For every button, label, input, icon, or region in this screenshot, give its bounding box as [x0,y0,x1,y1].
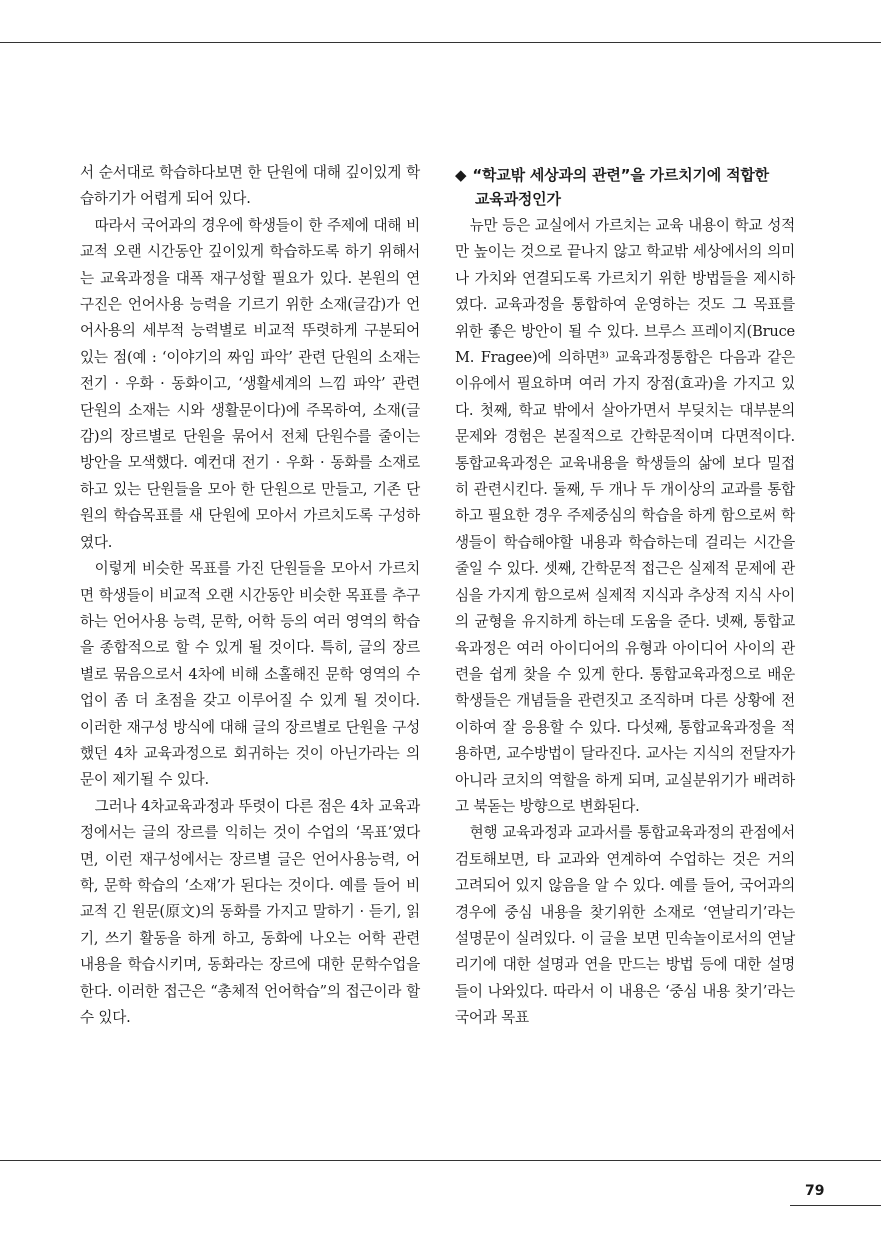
bottom-rule [0,1160,881,1161]
paragraph: 그러나 4차교육과정과 뚜렷이 다른 점은 4차 교육과정에서는 글의 장르를 익히는 것이 수업의 ‘목표’였다면, 이런 재구성에서는 장르별 글은 언어사용능력, 어학, 문학 학습의 ‘소재’가 된다는 것이다. 예를 들어 비교적 긴 원문(原文)의 동화를 가지고 말하기 · 듣기, 읽기, 쓰기 활동을 하게 하고, 동화에 나오는 어학 관련 내용을 학습시키며, 동화라는 장르에 대한 문학수업을 한다. 이러한 접근은 “총체적 언어학습”의 접근이라 할 수 있다. [80,797,420,1026]
paragraph: 현행 교육과정과 교과서를 통합교육과정의 관점에서 검토해보면, 타 교과와 연계하여 수업하는 것은 거의 고려되어 있지 않음을 알 수 있다. 예를 들어, 국어과의 경우에 중심 내용을 찾기위한 소재로 ‘연날리기’라는 설명문이 실려있다. 이 글을 보면 민속놀이로서의 연날리기에 대한 설명과 연을 만드는 방법 등에 대한 설명들이 나와있다. 따라서 이 내용은 ‘중심 내용 찾기’라는 국어과 목표 [455,824,795,1027]
section-heading-line2: 교육과정인가 [475,190,561,208]
section-heading-line1: “학교밖 세상과의 관련”을 가르치기에 적합한 [472,166,769,184]
page-number: 79 [805,1183,825,1199]
paragraph: 따라서 국어과의 경우에 학생들이 한 주제에 대해 비교적 오랜 시간동안 깊이있게 학습하도록 하기 위해서는 교육과정을 대폭 재구성할 필요가 있다. 본원의 연구진은 언어사용 능력을 기르기 위한 소재(글감)가 언어사용의 세부적 능력별로 비교적 뚜렷하게 구분되어 있는 점(예 : ‘이야기의 짜임 파악’ 관련 단원의 소재는 전기 · 우화 · 동화이고, ‘생활세계의 느낌 파악’ 관련 단원의 소재는 시와 생활문이다)에 주목하여, 소재(글감)의 장르별로 단원을 묶어서 전체 단원수를 줄이는 방안을 모색했다. 예컨대 전기 · 우화 · 동화를 소재로 하고 있는 단원들을 모아 한 단원으로 만들고, 기존 단원의 학습목표를 새 단원에 모아서 가르치도록 구성하였다. [80,216,420,551]
page-number-rule [790,1205,881,1206]
paragraph: 이렇게 비슷한 목표를 가진 단원들을 모아서 가르치면 학생들이 비교적 오랜 시간동안 비슷한 목표를 추구하는 언어사용 능력, 문학, 어학 등의 여러 영역의 학습을 종합적으로 할 수 있게 될 것이다. 특히, 글의 장르별로 묶음으로서 4차에 비해 소홀해진 문학 영역의 수업이 좀 더 초점을 갖고 이루어질 수 있게 될 것이다. 이러한 재구성 방식에 대해 글의 장르별로 단원을 구성했던 4차 교육과정으로 회귀하는 것이 아닌가라는 의문이 제기될 수 있다. [80,560,420,789]
paragraph: 뉴만 등은 교실에서 가르치는 교육 내용이 학교 성적만 높이는 것으로 끝나지 않고 학교밖 세상에서의 의미나 가치와 연결되도록 가르치기 위한 방법들을 제시하였다. 교육과정을 통합하여 운영하는 것도 그 목표를 위한 좋은 방안이 될 수 있다. 브루스 프레이지(Bruce M. Fragee)에 의하면³⁾ 교육과정통합은 다음과 같은 이유에서 필요하며 여러 가지 장점(효과)을 가지고 있다. 첫째, 학교 밖에서 살아가면서 부딪치는 대부분의 문제와 경험은 본질적으로 간학문적이며 다면적이다. 통합교육과정은 교육내용을 학생들의 삶에 보다 밀접히 관련시킨다. 둘째, 두 개나 두 개이상의 교과를 통합하고 필요한 경우 주제중심의 학습을 하게 함으로써 학생들이 학습해야할 내용과 학습하는데 걸리는 시간을 줄일 수 있다. 셋째, 간학문적 접근은 실제적 문제에 관심을 가지게 함으로써 실제적 지식과 추상적 지식 사이의 균형을 유지하게 하는데 도움을 준다. 넷째, 통합교육과정은 여러 아이디어의 유형과 아이디어 사이의 관련을 쉽게 찾을 수 있게 한다. 통합교육과정으로 배운 학생들은 개념들을 관련짓고 조직하며 다른 상황에 전이하여 잘 응용할 수 있다. 다섯째, 통합교육과정을 적용하면, 교수방법이 달라진다. 교사는 지식의 전달자가 아니라 코치의 역할을 하게 되며, 교실분위기가 배려하고 북돋는 방향으로 변화된다. [455,217,795,815]
left-column [80,160,420,1031]
top-rule [0,42,881,43]
paragraph: 서 순서대로 학습하다보면 한 단원에 대해 깊이있게 학습하기가 어렵게 되어 있다. [80,164,420,208]
section-heading [455,163,795,211]
diamond-bullet-icon: ◆ [455,166,467,184]
right-column [455,163,795,1032]
